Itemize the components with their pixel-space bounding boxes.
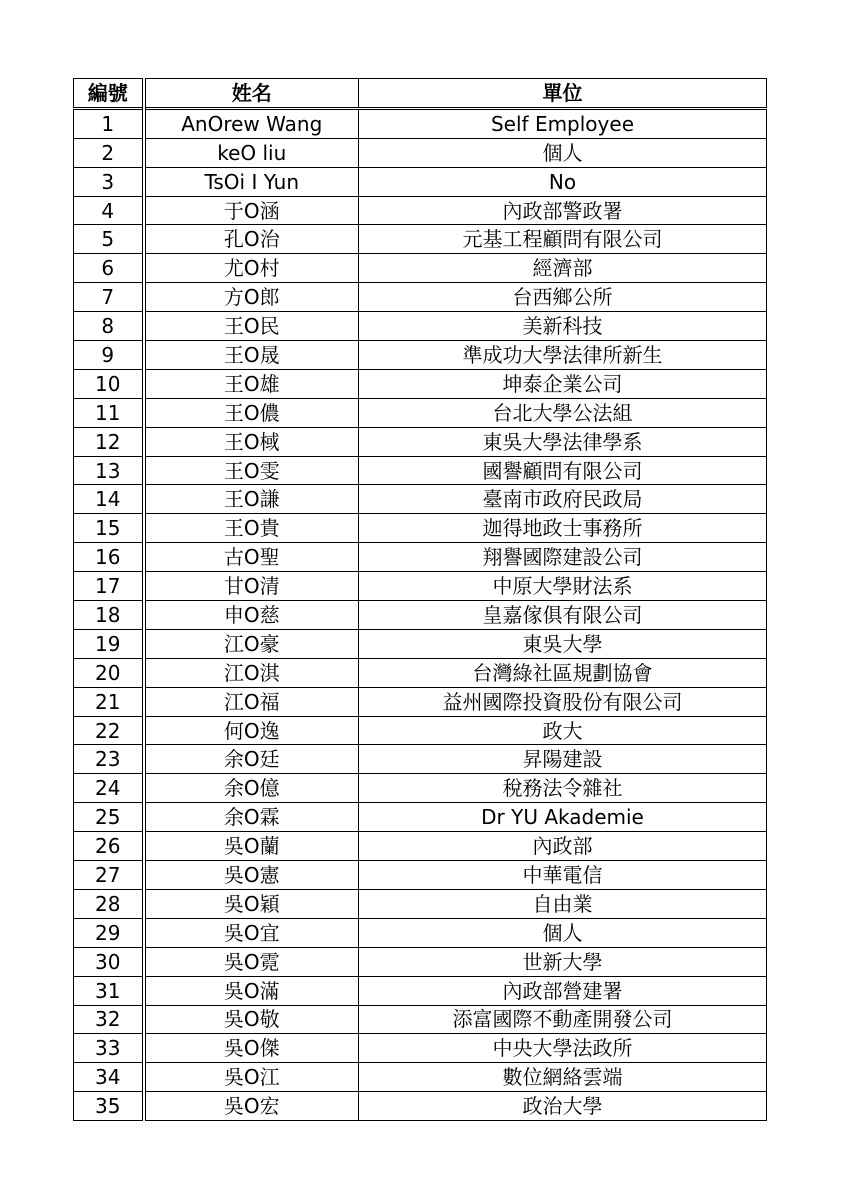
table-row — [74, 1092, 767, 1121]
table-row — [74, 918, 767, 947]
row-number: 35 — [74, 1092, 144, 1121]
table-row — [74, 196, 767, 225]
table-row — [74, 861, 767, 890]
table-row — [74, 283, 767, 312]
row-name: 方O郎 — [144, 283, 359, 312]
table-row — [74, 687, 767, 716]
row-number: 15 — [74, 514, 144, 543]
table-row — [74, 601, 767, 630]
table-row — [74, 1005, 767, 1034]
table-row — [74, 1063, 767, 1092]
table-row — [74, 254, 767, 283]
row-unit: 內政部警政署 — [359, 196, 767, 225]
table-row — [74, 225, 767, 254]
row-number: 10 — [74, 369, 144, 398]
table-row — [74, 774, 767, 803]
row-name: 何O逸 — [144, 716, 359, 745]
row-name: 申O慈 — [144, 601, 359, 630]
row-number: 3 — [74, 167, 144, 196]
row-unit: 內政部 — [359, 832, 767, 861]
row-unit: 個人 — [359, 918, 767, 947]
row-name: 余O億 — [144, 774, 359, 803]
row-name: 吳O蘭 — [144, 832, 359, 861]
row-number: 6 — [74, 254, 144, 283]
table-row — [74, 341, 767, 370]
row-unit: 台灣綠社區規劃協會 — [359, 658, 767, 687]
row-name: 余O霖 — [144, 803, 359, 832]
table-row — [74, 745, 767, 774]
table-row — [74, 629, 767, 658]
row-unit: 中華電信 — [359, 861, 767, 890]
row-unit: 個人 — [359, 138, 767, 167]
row-unit: 臺南市政府民政局 — [359, 485, 767, 514]
table-row — [74, 803, 767, 832]
row-name: keO liu — [144, 138, 359, 167]
row-number: 30 — [74, 947, 144, 976]
table-row — [74, 832, 767, 861]
row-number: 21 — [74, 687, 144, 716]
row-number: 34 — [74, 1063, 144, 1092]
row-name: 于O涵 — [144, 196, 359, 225]
row-unit: 中原大學財法系 — [359, 572, 767, 601]
header-unit: 單位 — [359, 79, 767, 109]
row-number: 14 — [74, 485, 144, 514]
row-number: 27 — [74, 861, 144, 890]
table-row — [74, 138, 767, 167]
table-header — [74, 79, 767, 109]
row-name: 王O雄 — [144, 369, 359, 398]
row-number: 31 — [74, 976, 144, 1005]
row-number: 4 — [74, 196, 144, 225]
table-row — [74, 543, 767, 572]
table-row — [74, 514, 767, 543]
row-name: 王O謙 — [144, 485, 359, 514]
row-name: 古O聖 — [144, 543, 359, 572]
row-unit: 稅務法令雜社 — [359, 774, 767, 803]
row-number: 9 — [74, 341, 144, 370]
row-name: 尤O村 — [144, 254, 359, 283]
row-unit: 迦得地政士事務所 — [359, 514, 767, 543]
table-row — [74, 369, 767, 398]
table-row — [74, 716, 767, 745]
row-name: 吳O江 — [144, 1063, 359, 1092]
row-number: 33 — [74, 1034, 144, 1063]
table-row — [74, 658, 767, 687]
row-name: 王O貴 — [144, 514, 359, 543]
row-name: 王O民 — [144, 312, 359, 341]
row-number: 12 — [74, 427, 144, 456]
row-unit: No — [359, 167, 767, 196]
row-unit: 昇陽建設 — [359, 745, 767, 774]
table-row — [74, 1034, 767, 1063]
row-number: 23 — [74, 745, 144, 774]
row-unit: Dr YU Akademie — [359, 803, 767, 832]
row-name: 余O廷 — [144, 745, 359, 774]
row-name: 王O棫 — [144, 427, 359, 456]
row-number: 11 — [74, 398, 144, 427]
row-unit: Self Employee — [359, 108, 767, 138]
row-unit: 益州國際投資股份有限公司 — [359, 687, 767, 716]
row-unit: 翔譽國際建設公司 — [359, 543, 767, 572]
row-number: 28 — [74, 889, 144, 918]
row-number: 18 — [74, 601, 144, 630]
row-number: 25 — [74, 803, 144, 832]
row-number: 17 — [74, 572, 144, 601]
row-number: 26 — [74, 832, 144, 861]
row-number: 19 — [74, 629, 144, 658]
row-unit: 政治大學 — [359, 1092, 767, 1121]
row-name: 吳O宏 — [144, 1092, 359, 1121]
row-name: TsOi I Yun — [144, 167, 359, 196]
row-name: 江O福 — [144, 687, 359, 716]
row-number: 1 — [74, 108, 144, 138]
table-row — [74, 976, 767, 1005]
row-number: 13 — [74, 456, 144, 485]
row-number: 24 — [74, 774, 144, 803]
row-unit: 台西鄉公所 — [359, 283, 767, 312]
row-name: 孔O治 — [144, 225, 359, 254]
row-unit: 坤泰企業公司 — [359, 369, 767, 398]
row-name: 吳O傑 — [144, 1034, 359, 1063]
row-unit: 元基工程顧問有限公司 — [359, 225, 767, 254]
row-unit: 國譽顧問有限公司 — [359, 456, 767, 485]
row-unit: 內政部營建署 — [359, 976, 767, 1005]
row-unit: 添富國際不動產開發公司 — [359, 1005, 767, 1034]
header-row — [74, 79, 767, 109]
row-name: 吳O滿 — [144, 976, 359, 1005]
table-row — [74, 108, 767, 138]
row-unit: 世新大學 — [359, 947, 767, 976]
row-name: 吳O憲 — [144, 861, 359, 890]
row-number: 22 — [74, 716, 144, 745]
row-unit: 準成功大學法律所新生 — [359, 341, 767, 370]
row-name: 吳O敬 — [144, 1005, 359, 1034]
row-name: 王O雯 — [144, 456, 359, 485]
table-row — [74, 167, 767, 196]
row-number: 5 — [74, 225, 144, 254]
table-row — [74, 572, 767, 601]
row-number: 20 — [74, 658, 144, 687]
row-unit: 政大 — [359, 716, 767, 745]
row-name: 吳O穎 — [144, 889, 359, 918]
row-name: 吳O霓 — [144, 947, 359, 976]
row-unit: 美新科技 — [359, 312, 767, 341]
header-name: 姓名 — [144, 79, 359, 109]
row-unit: 數位網絡雲端 — [359, 1063, 767, 1092]
row-unit: 經濟部 — [359, 254, 767, 283]
row-unit: 皇嘉傢俱有限公司 — [359, 601, 767, 630]
row-name: AnOrew Wang — [144, 108, 359, 138]
table-row — [74, 456, 767, 485]
row-unit: 台北大學公法組 — [359, 398, 767, 427]
row-number: 32 — [74, 1005, 144, 1034]
row-unit: 東吳大學法律學系 — [359, 427, 767, 456]
row-number: 7 — [74, 283, 144, 312]
table-row — [74, 485, 767, 514]
participant-table — [73, 78, 767, 1121]
table-body — [74, 108, 767, 1120]
row-name: 吳O宜 — [144, 918, 359, 947]
table-row — [74, 889, 767, 918]
table-row — [74, 947, 767, 976]
row-unit: 中央大學法政所 — [359, 1034, 767, 1063]
row-name: 江O淇 — [144, 658, 359, 687]
table-row — [74, 427, 767, 456]
row-name: 王O晟 — [144, 341, 359, 370]
header-number: 編號 — [74, 79, 144, 109]
row-number: 16 — [74, 543, 144, 572]
row-name: 江O豪 — [144, 629, 359, 658]
row-number: 2 — [74, 138, 144, 167]
row-unit: 東吳大學 — [359, 629, 767, 658]
row-name: 王O儂 — [144, 398, 359, 427]
row-number: 8 — [74, 312, 144, 341]
row-name: 甘O清 — [144, 572, 359, 601]
table-row — [74, 398, 767, 427]
row-unit: 自由業 — [359, 889, 767, 918]
table-row — [74, 312, 767, 341]
row-number: 29 — [74, 918, 144, 947]
